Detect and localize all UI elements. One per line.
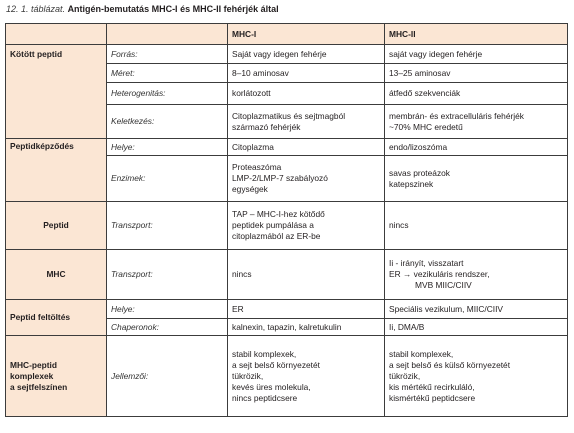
cell-line: stabil komplexek,	[232, 348, 297, 359]
cell-line: tükrözik,	[232, 370, 264, 381]
group-peptid: Peptid	[6, 202, 107, 250]
row-label: Jellemzői:	[107, 336, 228, 417]
header-empty-2	[107, 24, 228, 45]
cell-mhc1: Citoplazma	[228, 139, 385, 156]
cell-line: kismértékű peptidcsere	[389, 392, 476, 403]
caption-title: Antigén-bemutatás MHC-I és MHC-II fehérjék által	[67, 4, 279, 14]
header-row	[6, 24, 568, 45]
cell-line: Citoplazmatikus és sejtmagból	[232, 110, 346, 121]
header-mhc2: MHC-II	[385, 24, 568, 45]
cell-line: Ii - irányít, visszatart	[389, 258, 464, 268]
group-mhc: MHC	[6, 250, 107, 300]
cell-mhc2: nincs	[385, 202, 568, 250]
cell-mhc1	[228, 105, 385, 139]
group-line: MHC-peptid	[10, 359, 57, 370]
cell-line: Proteaszóma	[232, 162, 282, 172]
table-row	[6, 139, 568, 156]
cell-line: ER → vezikuláris rendszer,	[389, 269, 490, 279]
cell-mhc2: átfedő szekvenciák	[385, 83, 568, 105]
cell-mhc1	[228, 156, 385, 202]
group-kotott-peptid: Kötött peptid	[6, 45, 107, 139]
cell-line: kis mértékű recirkuláló,	[389, 381, 475, 392]
cell-line: membrán- és extracelluláris fehérjék	[389, 110, 524, 121]
cell-mhc2: 13–25 aminosav	[385, 64, 568, 83]
cell-line: tükrözik,	[389, 370, 421, 381]
row-label: Heterogenitás:	[107, 83, 228, 105]
cell-mhc1: nincs	[228, 250, 385, 300]
table-row	[6, 336, 568, 417]
cell-line: katepszinek	[389, 178, 434, 189]
cell-line: peptidek pumpálása a	[232, 220, 314, 230]
caption-number: 12. 1. táblázat.	[6, 4, 66, 14]
group-line: a sejtfelszínen	[10, 381, 68, 392]
header-empty-1	[6, 24, 107, 45]
cell-line: LMP-2/LMP-7 szabályozó	[232, 173, 328, 183]
cell-mhc2: saját vagy idegen fehérje	[385, 45, 568, 64]
cell-mhc1: korlátozott	[228, 83, 385, 105]
cell-mhc2	[385, 336, 568, 417]
row-label: Forrás:	[107, 45, 228, 64]
cell-mhc2	[385, 156, 568, 202]
cell-line: TAP – MHC-I-hez kötődő	[232, 209, 325, 219]
row-label: Chaperonok:	[107, 319, 228, 336]
table-row	[6, 300, 568, 319]
header-mhc1: MHC-I	[228, 24, 385, 45]
cell-line: savas proteázok	[389, 167, 450, 178]
cell-line: citoplazmából az ER-be	[232, 231, 321, 241]
cell-mhc2: Speciális vezikulum, MIIC/CIIV	[385, 300, 568, 319]
row-label: Keletkezés:	[107, 105, 228, 139]
table-caption	[6, 3, 279, 15]
group-peptid-feltoltes: Peptid feltöltés	[6, 300, 107, 336]
row-label: Méret:	[107, 64, 228, 83]
cell-line: származó fehérjék	[232, 121, 301, 132]
cell-mhc2: endo/lizoszóma	[385, 139, 568, 156]
cell-mhc2: Ii, DMA/B	[385, 319, 568, 336]
cell-mhc2	[385, 250, 568, 300]
table-row	[6, 202, 568, 250]
cell-mhc1: 8–10 aminosav	[228, 64, 385, 83]
cell-line: nincs peptidcsere	[232, 392, 298, 403]
row-label: Transzport:	[107, 202, 228, 250]
cell-mhc1: kalnexin, tapazin, kalretukulin	[228, 319, 385, 336]
cell-mhc2	[385, 105, 568, 139]
cell-line: stabil komplexek,	[389, 348, 454, 359]
cell-line: ~70% MHC eredetű	[389, 121, 463, 132]
cell-line: kevés üres molekula,	[232, 381, 311, 392]
group-peptidkepzodes: Peptidképződés	[6, 139, 107, 202]
cell-mhc1: Saját vagy idegen fehérje	[228, 45, 385, 64]
cell-mhc1	[228, 336, 385, 417]
row-label: Helye:	[107, 300, 228, 319]
cell-line: a sejt belső környezetét	[232, 359, 320, 370]
cell-line: a sejt belső és külső környezetét	[389, 359, 511, 370]
group-line: komplexek	[10, 370, 54, 381]
cell-mhc1	[228, 202, 385, 250]
table-row	[6, 250, 568, 300]
group-mhc-peptid	[6, 336, 107, 417]
row-label: Helye:	[107, 139, 228, 156]
row-label: Enzimek:	[107, 156, 228, 202]
cell-line: MVB MIIC/CIIV	[415, 280, 472, 290]
row-label: Transzport:	[107, 250, 228, 300]
cell-mhc1: ER	[228, 300, 385, 319]
cell-line: egységek	[232, 184, 268, 194]
table-row	[6, 45, 568, 64]
antigen-presentation-table	[5, 23, 568, 417]
